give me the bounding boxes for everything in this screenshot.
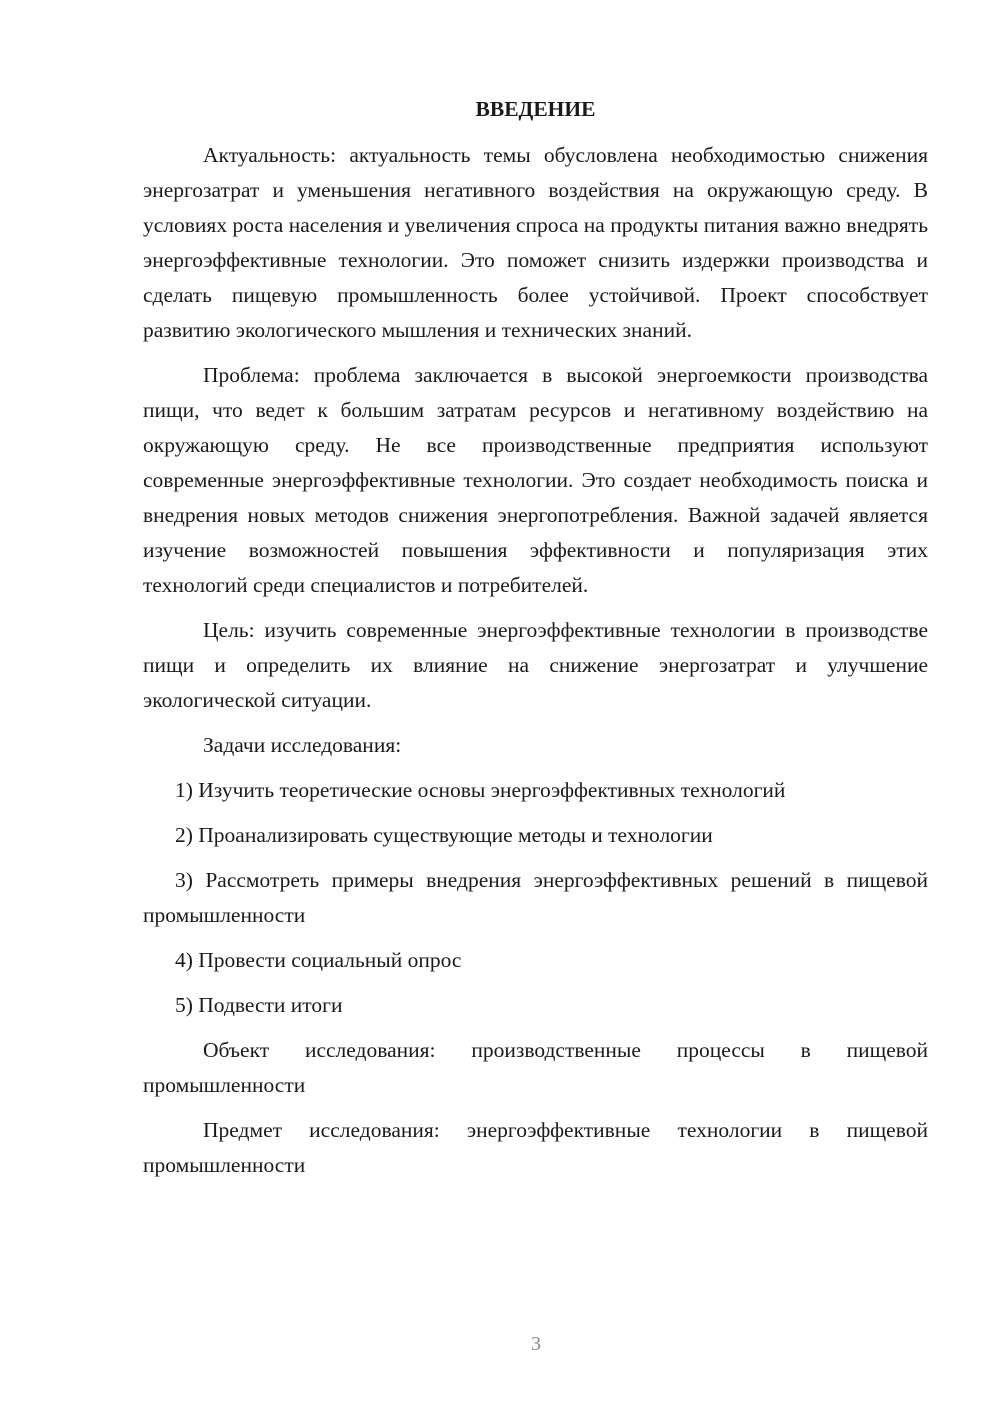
paragraph-object: Объект исследования: производственные процессы в пищевой промышленности [143,1038,928,1097]
paragraph-subject: Предмет исследования: энергоэффективные технологии в пищевой промышленности [143,1118,928,1177]
task-item-4: 4) Провести социальный опрос [175,948,462,972]
section-title: ВВЕДЕНИЕ [475,97,596,121]
task-item-5: 5) Подвести итоги [175,993,343,1017]
task-item-3: 3) Рассмотреть примеры внедрения энергоэффективных решений в пищевой промышленности [143,868,928,927]
paragraph-goal: Цель: изучить современные энергоэффективные технологии в производстве пищи и определить их влияние на снижение энергозатрат и улучшение экологической ситуации. [143,618,928,712]
page-number: 3 [531,1333,541,1355]
task-item-1: 1) Изучить теоретические основы энергоэффективных технологий [175,778,786,802]
paragraph-relevance: Актуальность: актуальность темы обусловлена необходимостью снижения энергозатрат и уменьшения негативного воздействия на окружающую среду. В условиях роста населения и увеличения спроса на продукты питания важно внедрять энергоэффективные технологии. Это поможет снизить издержки производства и сделать пищевую промышленность более устойчивой. Проект способствует развитию экологического мышления и технических знаний. [143,143,928,342]
paragraph-problem: Проблема: проблема заключается в высокой энергоемкости производства пищи, что ведет к большим затратам ресурсов и негативному воздействию на окружающую среду. Не все производственные предприятия используют современные энергоэффективные технологии. Это создает необходимость поиска и внедрения новых методов снижения энергопотребления. Важной задачей является изучение возможностей повышения эффективности и популяризация этих технологий среди специалистов и потребителей. [143,363,928,597]
paragraph-tasks-heading: Задачи исследования: [203,733,402,757]
document-body [143,92,928,1193]
task-item-2: 2) Проанализировать существующие методы и технологии [175,823,713,847]
